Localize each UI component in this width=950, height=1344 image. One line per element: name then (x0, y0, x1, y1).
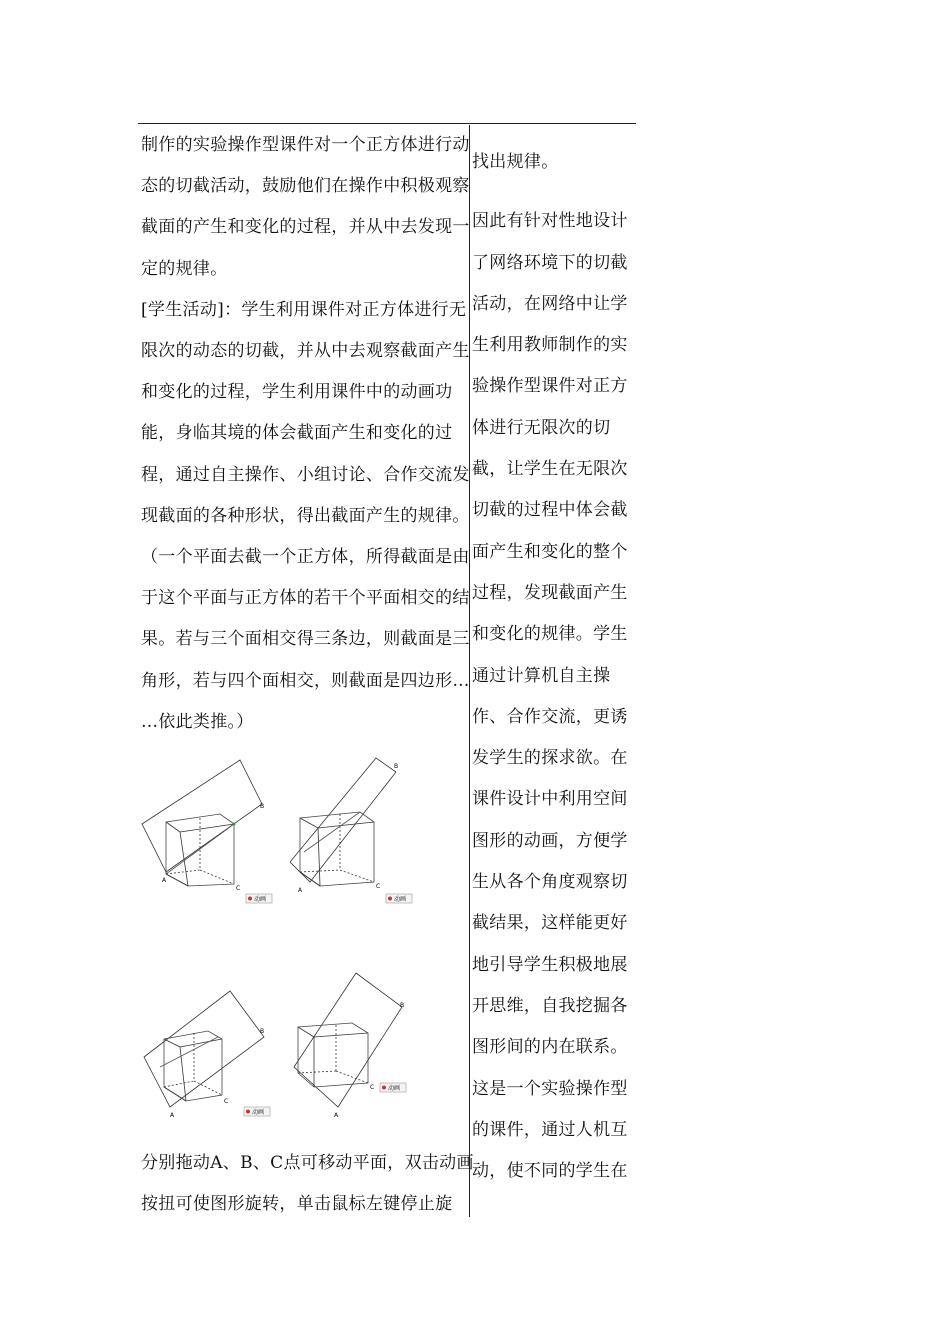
left-text-line: 截面的产生和变化的过程，并从中去发现一 (141, 217, 470, 238)
right-text-line: 面产生和变化的整个 (472, 541, 628, 562)
point-label-b: B (260, 803, 265, 810)
point-label-b: B (394, 763, 399, 770)
right-text-line: 图形的动画，方便学 (472, 830, 628, 851)
left-text-line: （一个平面去截一个正方体，所得截面是由 (141, 547, 470, 568)
point-label-c: C (224, 1098, 229, 1105)
left-text-line: 制作的实验操作型课件对一个正方体进行动 (141, 135, 470, 155)
cube-figure-4[interactable] (290, 967, 430, 1127)
left-text-line: 角形，若与四个面相交，则截面是四边形… (141, 670, 470, 691)
left-text-line: [学生活动]：学生利用课件对正方体进行无 (141, 299, 467, 320)
right-text-line: 生从各个角度观察切 (472, 872, 628, 893)
right-text-line: 找出规律。 (472, 152, 559, 172)
left-text-line: 果。若与三个面相交得三条边，则截面是三 (141, 629, 470, 650)
cube-figure-3[interactable] (140, 967, 280, 1127)
left-column (141, 125, 470, 743)
point-label-b: B (400, 1002, 405, 1009)
right-text-line: 截结果，这样能更好 (472, 913, 628, 934)
point-label-a: A (162, 877, 167, 884)
left-text-line: 和变化的过程，学生利用课件中的动画功 (141, 382, 453, 403)
right-text-line: 地引导学生积极地展 (472, 954, 628, 975)
right-text-line: 验操作型课件对正方 (472, 376, 628, 397)
right-text-line: 因此有针对性地设计 (472, 211, 628, 232)
right-text-line: 过程，发现截面产生 (472, 582, 628, 603)
table-top-rule (138, 123, 636, 124)
point-label-b: B (260, 1028, 265, 1035)
animate-button-label: 动画 (388, 1085, 401, 1092)
point-label-a: A (334, 1112, 339, 1119)
left-text-line: 分别拖动A、B、C点可移动平面，双击动画 (141, 1153, 474, 1173)
right-text-line: 活动，在网络中让学 (472, 293, 628, 314)
left-text-line: 定的规律。 (141, 258, 228, 279)
animate-button-label: 动画 (254, 896, 267, 903)
cube-figure-1[interactable] (140, 752, 280, 912)
left-text-line: 现截面的各种形状，得出截面产生的规律。 (141, 505, 470, 526)
right-text-line: 切截的过程中体会截 (472, 500, 628, 521)
right-text-line: 的课件，通过人机互 (472, 1119, 628, 1140)
point-label-c: C (376, 883, 381, 890)
left-text-line: 态的切截活动，鼓励他们在操作中积极观察 (141, 176, 470, 197)
right-text-line: 截，让学生在无限次 (472, 459, 628, 480)
right-text-line: 图形间的内在联系。 (472, 1037, 628, 1058)
animate-button-label: 动画 (394, 896, 407, 903)
right-text-line: 开思维，自我挖掘各 (472, 995, 628, 1016)
point-label-c: C (236, 885, 241, 892)
right-text-line: 发学生的探求欲。在 (472, 748, 628, 769)
right-text-line: 这是一个实验操作型 (472, 1078, 628, 1099)
cube-figure-2[interactable] (290, 752, 430, 912)
animate-button-label: 动画 (252, 1109, 265, 1116)
left-text-line: 限次的动态的切截，并从中去观察截面产生 (141, 341, 470, 362)
right-text-line: 生利用教师制作的实 (472, 335, 628, 356)
left-text-line: 按扭可使图形旋转，单击鼠标左键停止旋 (141, 1194, 453, 1215)
left-text-line: …依此类推。） (141, 711, 254, 732)
point-label-c: C (370, 1084, 375, 1091)
left-text-line: 程，通过自主操作、小组讨论、合作交流发 (141, 464, 470, 485)
right-text-line: 通过计算机自主操 (472, 665, 611, 686)
right-text-line: 作、合作交流，更诱 (472, 706, 628, 727)
right-text-line: 体进行无限次的切 (472, 417, 611, 438)
right-text-line: 了网络环境下的切截 (472, 252, 628, 273)
right-text-line: 和变化的规律。学生 (472, 624, 628, 645)
point-label-a: A (298, 887, 303, 894)
right-text-line: 动，使不同的学生在 (472, 1161, 628, 1182)
left-text-line: 于这个平面与正方体的若干个平面相交的结 (141, 588, 470, 609)
point-label-a: A (170, 1112, 175, 1119)
right-column (472, 142, 632, 1192)
left-text-line: 能，身临其境的体会截面产生和变化的过 (141, 423, 453, 444)
right-text-line: 课件设计中利用空间 (472, 789, 628, 810)
left-column-after-figures (141, 1143, 474, 1225)
cube-cross-section-figures (140, 752, 470, 1122)
